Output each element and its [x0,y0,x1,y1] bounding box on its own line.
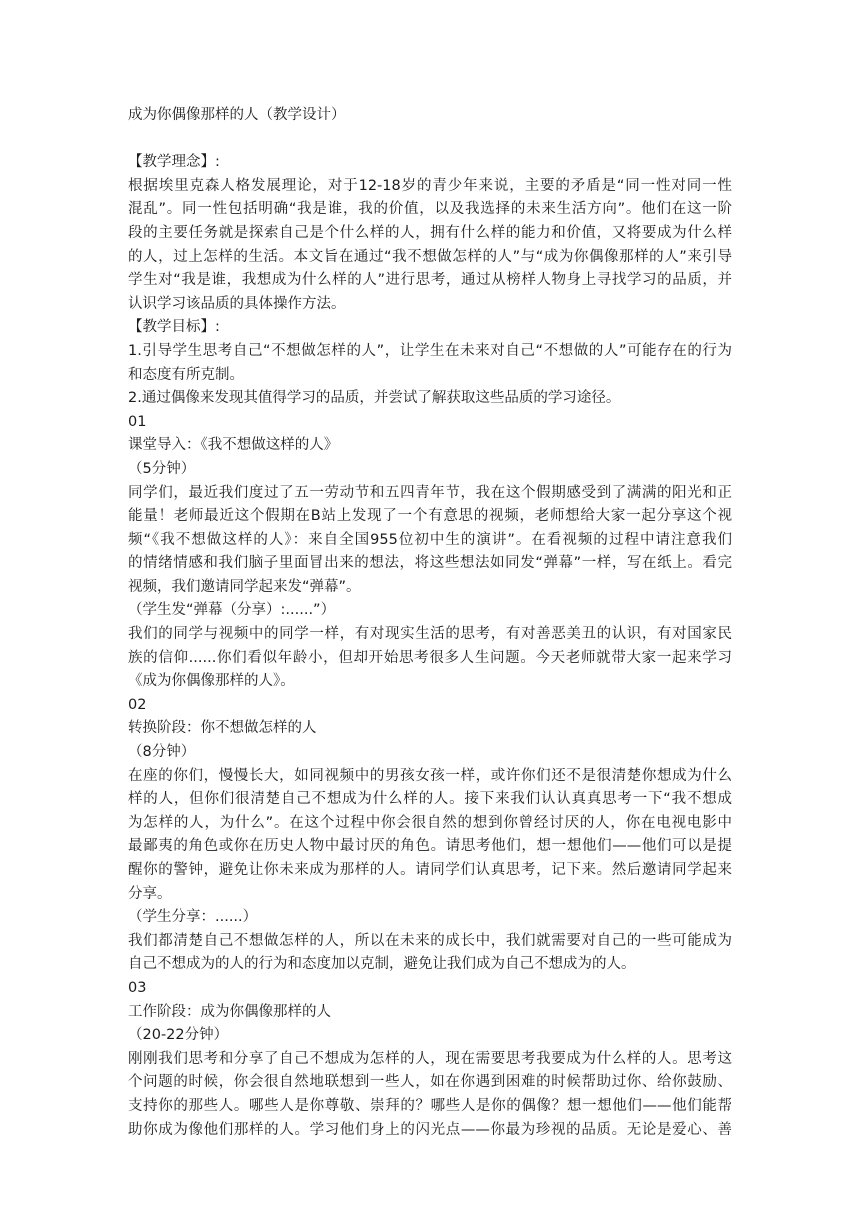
section-time-01: （5分钟） [128,460,196,477]
text-line: 我们都清楚自己不想做怎样的人，所以在未来的成长中，我们就需要对自己的一些可能成为 [128,932,732,949]
text-line: 最鄙夷的角色或你在历史人物中最讨厌的角色。请思考他们，想一想他们——他们可以是提 [128,838,732,855]
text-line: 支持你的那些人。哪些人是你尊敬、崇拜的？哪些人是你的偶像？想一想他们——他们能帮 [128,1097,732,1114]
section-number-01: 01 [128,413,147,430]
section-number-03: 03 [128,979,147,996]
text-line: 《成为你偶像那样的人》。 [128,673,295,690]
text-line: 我们的同学与视频中的同学一样，有对现实生活的思考，有对善恶美丑的认识，有对国家民 [128,626,732,643]
text-line: 在座的你们，慢慢长大，如同视频中的男孩女孩一样，或许你们还不是很清楚你想成为什么 [128,767,732,784]
text-line: 视频，我们邀请同学起来发“弹幕”。 [128,578,361,595]
text-line: 同学们，最近我们度过了五一劳动节和五四青年节，我在这个假期感受到了满满的阳光和正 [128,484,732,501]
text-line: 族的信仰......你们看似年龄小，但却开始思考很多人生问题。今天老师就带大家一起来学习 [128,649,732,666]
text-line: 认识学习该品质的具体操作方法。 [128,295,346,312]
paragraph-02-summary [128,930,732,977]
document-title: 成为你偶像那样的人（教学设计） [128,107,346,123]
section-title-02: 转换阶段：你不想做怎样的人 [128,720,317,737]
text-line: 学生对“我是谁，我想成为什么样的人”进行思考，通过从榜样人物身上寻找学习的品质，并 [128,272,732,289]
text-line: 根据埃里克森人格发展理论，对于12-18岁的青少年来说，主要的矛盾是“同一性对同一性 [128,177,732,194]
text-line: 混乱”。同一性包括明确“我是谁，我的价值，以及我选择的未来生活方向”。他们在这一阶 [128,201,732,218]
text-line: 和态度有所克制。 [128,366,244,383]
text-line: 分享。 [128,885,172,902]
section-time-02: （8分钟） [128,744,196,761]
text-line: 醒你的警钟，避免让你未来成为那样的人。请同学们认真思考，记下来。然后邀请同学起来 [128,862,732,878]
text-line: 样的人，但你们很清楚自己不想成为什么样的人。接下来我们认认真真思考一下“我不想成 [128,791,732,808]
text-line: 1.引导学生思考自己“不想做怎样的人”，让学生在未来对自己“不想做的人”可能存在的行为 [128,342,732,359]
text-line: 为怎样的人，为什么”。在这个过程中你会很自然的想到你曾经讨厌的人，你在电视电影中 [128,814,732,831]
paragraph-philosophy [128,175,732,317]
text-line: 自己不想成为的人的行为和态度加以克制，避免让我们成为自己不想成为的人。 [128,956,636,973]
section-heading-goals: 【教学目标】: [128,319,220,336]
section-title-01: 课堂导入：《我不想做这样的人》 [128,437,339,454]
student-note-01: （学生发“弹幕（分享）:......”） [128,602,336,619]
section-time-03: （20-22分钟） [128,1027,229,1044]
text-line: 的人，过上怎样的生活。本文旨在通过“我不想做怎样的人”与“成为你偶像那样的人”来引导 [128,248,732,265]
paragraph-01-summary [128,623,732,694]
paragraph-02-intro [128,765,732,907]
text-line: 助你成为像他们那样的人。学习他们身上的闪光点——你最为珍视的品质。无论是爱心、善 [128,1121,732,1138]
text-line: 段的主要任务就是探索自己是个什么样的人，拥有什么样的能力和价值，又将要成为什么样 [128,224,732,241]
section-title-03: 工作阶段：成为你偶像那样的人 [128,1003,331,1020]
text-line: 个问题的时候，你会很自然地联想到一些人，如在你遇到困难的时候帮助过你、给你鼓励、 [128,1074,732,1091]
paragraph-01-intro [128,482,732,600]
student-note-02: （学生分享：......） [128,909,258,926]
text-line: 刚刚我们思考和分享了自己不想成为怎样的人，现在需要思考我要成为什么样的人。思考这 [128,1050,732,1067]
paragraph-goal-2: 2.通过偶像来发现其值得学习的品质，并尝试了解获取这些品质的学习途径。 [128,390,621,407]
paragraph-goal-1 [128,340,732,387]
section-number-02: 02 [128,696,147,713]
text-line: 能量！老师最近这个假期在B站上发现了一个有意思的视频，老师想给大家一起分享这个视 [128,508,732,525]
section-heading-philosophy: 【教学理念】: [128,154,220,171]
text-line: 的情绪情感和我们脑子里面冒出来的想法，将这些想法如同发“弹幕”一样，写在纸上。看完 [128,555,732,572]
paragraph-03-intro [128,1048,732,1142]
text-line: 频“《我不想做这样的人》：来自全国955位初中生的演讲”。在看视频的过程中请注意我们 [128,531,732,548]
